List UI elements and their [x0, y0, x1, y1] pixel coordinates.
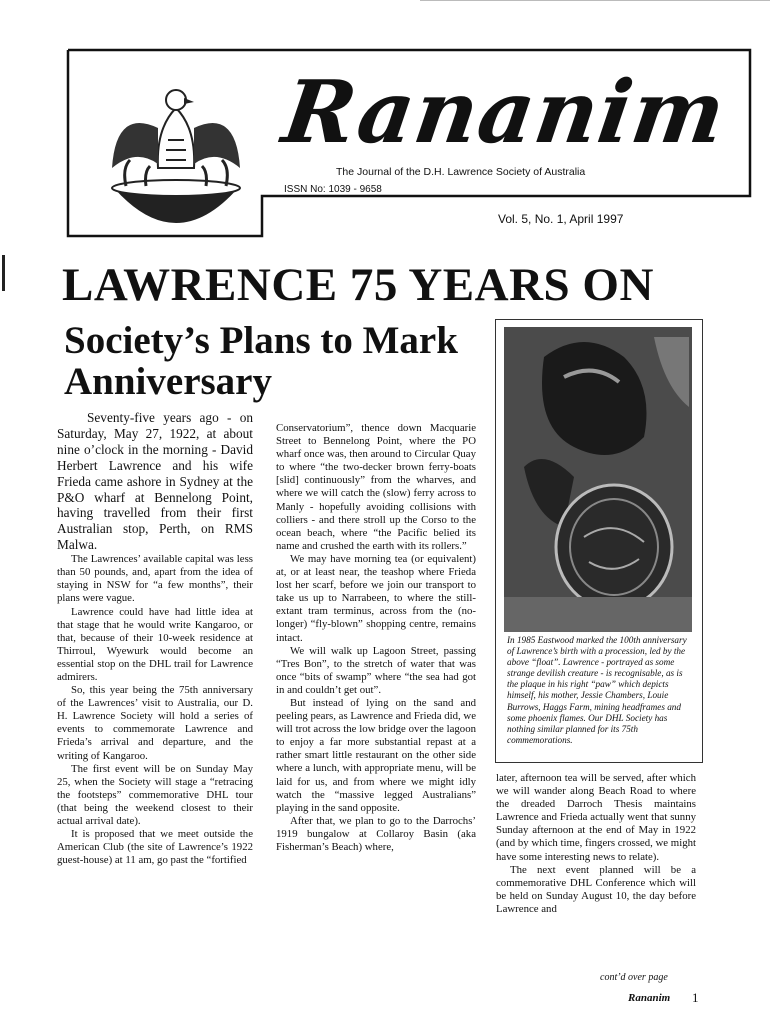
page-number: 1	[692, 990, 699, 1005]
paragraph: It is proposed that we meet outside the American Club (the site of Lawrence’s 1922 guest-house) at 11 am, go past the “fortified	[57, 828, 253, 867]
photo-caption: In 1985 Eastwood marked the 100th anniversary of Lawrence’s birth with a procession, led by the above “float”. Lawrence - portrayed as some strange devilish creature - is recognisable, as is the plaque in his right “paw” which depicts himself, his mother, Jessie Chambers, Louie Burrows, Haggs Farm, mining headframes and some phoenix flames. Our DHL Society has nothing similar planned for its 75th commemorations.	[507, 635, 687, 745]
article-column-2	[276, 422, 476, 854]
paragraph: We will walk up Lagoon Street, passing “Tres Bon”, to the stretch of water that was once “bits of swamp” where “the sea had got in and couldn’t get out”.	[276, 644, 476, 696]
issn-number: ISSN No: 1039 - 9658	[284, 184, 382, 195]
article-column-3	[496, 772, 696, 916]
procession-float-photo	[504, 327, 692, 632]
paragraph: But instead of lying on the sand and peeling pears, as Lawrence and Frieda did, we will trot across the low bridge over the lagoon to enjoy a far more substantial repast at a rather smart little restaurant on the other side where a lunch, with appropriate menu, will be laid for us, and from where we might idly watch the “massive legged Australians” playing in the sand opposite.	[276, 696, 476, 814]
lede-paragraph: Seventy-five years ago - on Saturday, May 27, 1922, at about nine o’clock in the morning - David Herbert Lawrence and his wife Frieda came ashore in Sydney at the P&O wharf at Bennelong Point, having travelled from their first Australian stop, Perth, on RMS Malwa.	[57, 410, 253, 553]
phoenix-logo-icon	[86, 68, 266, 248]
paragraph: Conservatorium”, thence down Macquarie Street to Bennelong Point, where the PO wharf once was, then around to Circular Quay to where “the two-decker brown ferry-boats [slid] continuously” from the wharves, and where we will catch the (slow) ferry across to Manly - hopefully avoiding collisions with colliers - and there stroll up the Corso to the ocean beach, where “the Pacific belied its name and crushed the earth with its rollers.”	[276, 422, 476, 552]
article-column-1	[57, 410, 253, 867]
paragraph: After that, we plan to go to the Darrochs’ 1919 bungalow at Collaroy Basin (aka Fisherman’s Beach) where,	[276, 814, 476, 853]
headline: LAWRENCE 75 YEARS ON	[62, 259, 654, 311]
paragraph: The first event will be on Sunday May 25, when the Society will stage a “retracing the footsteps” commemorative DHL tour (that being the weekend closest to their actual arrival date).	[57, 762, 253, 828]
footer-journal-name: Rananim	[628, 992, 671, 1004]
paragraph: We may have morning tea (or equivalent) at, or at least near, the teashop where Frieda lost her scarf, before we join our transport to take us up to Narrabeen, to where the still-extant tram terminus, across from the (no-longer) “fly-blown” shopping centre, remains intact.	[276, 552, 476, 644]
paragraph: Lawrence could have had little idea at that stage that he would write Kangaroo, or that, because of their 10-week residence at Thirroul, Wyewurk would become an essential stop on the DHL trail for Lawrence admirers.	[57, 605, 253, 683]
journal-subtitle: The Journal of the D.H. Lawrence Society of Australia	[336, 166, 586, 178]
paragraph: So, this year being the 75th anniversary of the Lawrences’ visit to Australia, our D. H. Lawrence Society will hold a series of events to commemorate Lawrence and Frieda’s arrival and departure, and the writing of Kangaroo.	[57, 684, 253, 762]
masthead	[66, 48, 752, 238]
top-rule	[420, 0, 770, 1]
subheadline: Society’s Plans to Mark Anniversary	[64, 319, 458, 403]
paragraph: The next event planned will be a commemorative DHL Conference which will be held on Sunday August 10, the day before Lawrence and	[496, 863, 696, 915]
paragraph: The Lawrences’ available capital was less than 50 pounds, and, apart from the idea of staying in NSW for “a few months”, their plans were vague.	[57, 553, 253, 605]
continued-note: cont’d over page	[600, 972, 668, 983]
photo-figure	[495, 319, 703, 763]
issue-volume: Vol. 5, No. 1, April 1997	[498, 212, 624, 226]
journal-title: Rananim	[276, 62, 732, 163]
margin-mark	[2, 255, 5, 291]
paragraph: later, afternoon tea will be served, after which we will wander along Beach Road to where the dreaded Darroch Thesis maintains Lawrence and Frieda actually went that sunny Sunday afternoon at the end of May in 1922 (and by which time, fingers crossed, we might have some interesting news to relate).	[496, 772, 696, 863]
